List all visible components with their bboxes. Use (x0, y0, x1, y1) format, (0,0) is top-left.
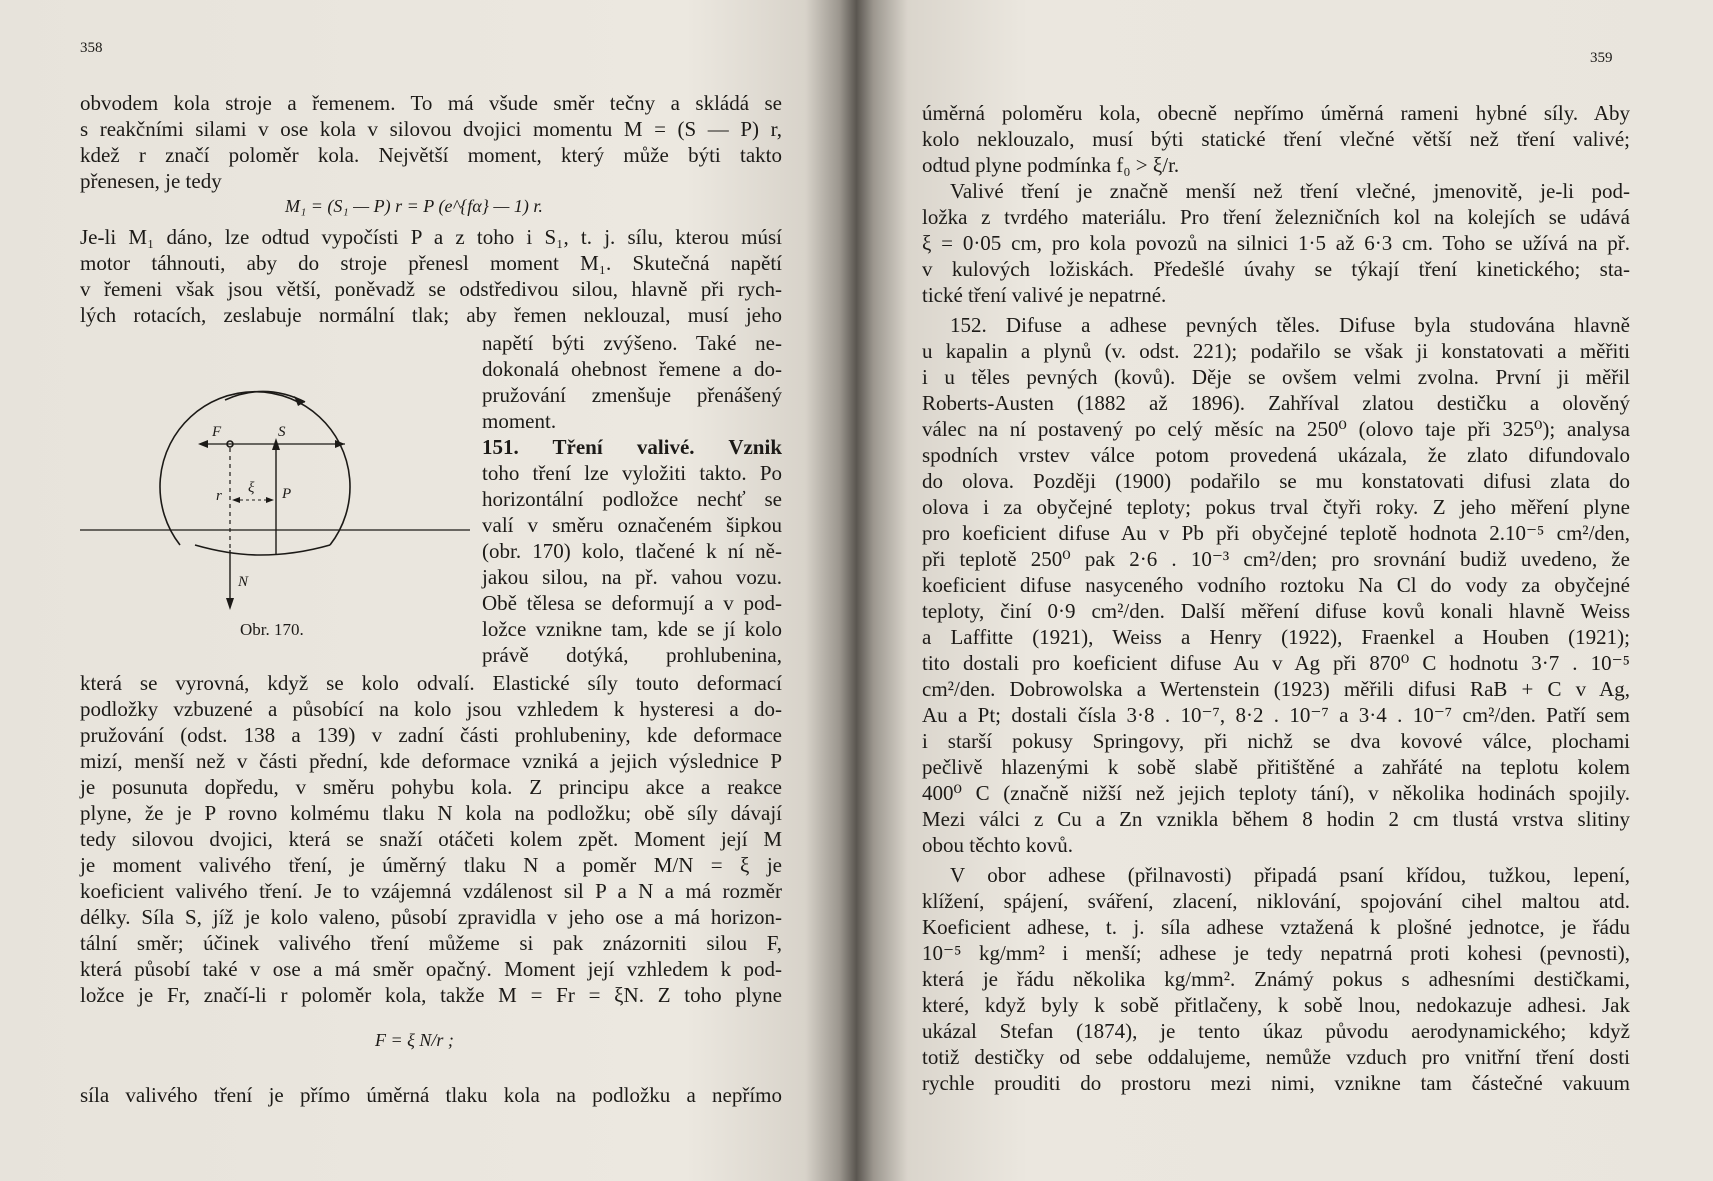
label-F: F (212, 424, 222, 440)
text-line: Roberts-Austen (1882 až 1896). Zahříval zlatou destičku a olověný (922, 391, 1630, 415)
text-line: kdež r značí poloměr kola. Největší moment, který může býti takto (80, 143, 782, 167)
text-line: V obor adhese (přilnavosti) připadá psaní křídou, tužkou, lepení, (950, 863, 1630, 887)
text-line: pro koeficient difuse Au v Pb při obyčejné teplotě hodnota 2.10⁻⁵ cm²/den, (922, 521, 1630, 545)
label-P: P (282, 486, 292, 502)
page-number: 359 (1590, 50, 1613, 66)
text-line: i starší pokusy Springovy, při nichž se dva kovové válce, plochami (922, 729, 1630, 753)
wheel-circle (160, 392, 350, 545)
text-line: podložky vzbuzené a působící na kolo jsou vzhledem k hysteresi a do- (80, 697, 782, 721)
text-line: Mezi válci z Cu a Zn vznikla během 8 hodin 2 cm tlustá vrstva slitiny (922, 807, 1630, 831)
text-line: horizontální podložce nechť se (482, 487, 782, 511)
label-r: r (216, 488, 222, 504)
text-line: 10⁻⁵ kg/mm² i menší; adhese je tedy nepatrná proti kohesi (pevnosti), (922, 941, 1630, 965)
text-line: Koeficient adhese, t. j. síla adhese vztažená k plošné jednotce, je řádu (922, 915, 1630, 939)
text-line: mizí, menší než v části přední, kde deformace vzniká a jejich výslednice P (80, 749, 782, 773)
text-line: Au a Pt; dostali čísla 3·8 . 10⁻⁷, 8·2 . 10⁻⁷ a 3·4 . 10⁻⁷ cm²/den. Patří sem (922, 703, 1630, 727)
text-line: odtud plyne podmínka f₀ > ξ/r. (922, 153, 1180, 177)
text-line: dokonalá ohebnost řemene a do- (482, 357, 782, 381)
text-line: která působí také v ose a má směr opačný. Moment její vzhledem k pod- (80, 957, 782, 981)
section-heading: 151. Tření valivé. Vznik (482, 435, 782, 459)
text-line: jakou silou, na př. vahou vozu. (482, 565, 782, 589)
text-line: moment. (482, 409, 557, 433)
left-page (0, 0, 840, 1181)
text-line: u kapalin a plynů (v. odst. 221); podařilo se však ji konstatovati a měřiti (922, 339, 1630, 363)
label-S: S (278, 424, 286, 440)
text-line: motor táhnouti, aby do stroje přenesl moment M₁. Skutečná napětí (80, 251, 782, 275)
text-line: Obě tělesa se deformují a v pod- (482, 591, 782, 615)
text-line: obvodem kola stroje a řemenem. To má všude směr tečny a skládá se (80, 91, 782, 115)
text-line: a Laffitte (1921), Weiss a Henry (1922), Fraenkel a Houben (1921); (922, 625, 1630, 649)
text-line: právě dotýká, prohlubenina, (482, 643, 782, 667)
figure-caption: Obr. 170. (240, 620, 304, 639)
text-line: tální směr; účinek valivého tření můžeme si pak znázorniti silou F, (80, 931, 782, 955)
text-line: která se vyrovná, když se kolo odvalí. Elastické síly touto deformací (80, 671, 782, 695)
text-line: tito dostali pro koeficient difuse Au v Ag při 870⁰ C hodnotu 3·7 . 10⁻⁵ (922, 651, 1630, 675)
text-line: které, když byly k sobě přitlačeny, k sobě lnou, nedokazuje adhesi. Jak (922, 993, 1630, 1017)
right-page (860, 0, 1713, 1181)
text-line: přenesen, je tedy (80, 169, 222, 193)
text-line: Valivé tření je značně menší než tření vlečné, jmenovitě, je-li pod- (950, 179, 1630, 203)
page-number: 358 (80, 40, 103, 56)
text-line: ložka z tvrdého materiálu. Pro tření železničních kol na kolejích se udává (922, 205, 1630, 229)
text-line: totiž destičky od sebe oddalujeme, nemůže vzduch pro vnitřní tření dosti (922, 1045, 1630, 1069)
text-line: ložce vznikne tam, kde se jí kolo (482, 617, 782, 641)
wheel-diagram (80, 340, 470, 640)
text-line: pečlivě hlazenými k sobě slabě přitištěné a zahřáté na teplotu kolem (922, 755, 1630, 779)
section-heading: 152. Difuse a adhese pevných těles. Difuse byla studována hlavně (950, 313, 1630, 337)
text-line: ξ = 0·05 cm, pro kola povozů na silnici 1·5 až 6·3 cm. Toho se užívá na př. (922, 231, 1630, 255)
text-line: do olova. Později (1900) podařilo se mu konstatovati difusi zlata do (922, 469, 1630, 493)
text-line: 400⁰ C (značně nižší než jejich teploty tání), v několika hodinách spojily. (922, 781, 1630, 805)
text-line: ložce je Fr, značí-li r poloměr kola, takže M = Fr = ξN. Z toho plyne (80, 983, 782, 1007)
text-line: je moment valivého tření, je úměrný tlaku N a poměr M/N = ξ je (80, 853, 782, 877)
text-line: koeficient difuse nasyceného vodního roztoku Na Cl do vody za obyčejné (922, 573, 1630, 597)
text-line: je posunuta dopředu, v směru pohybu kola. Z principu akce a reakce (80, 775, 782, 799)
text-line: koeficient valivého tření. Je to vzájemná vzdálenost sil P a N a má rozměr (80, 879, 782, 903)
text-line: valí v směru označeném šipkou (482, 513, 782, 537)
text-line: délky. Síla S, jíž je kolo valeno, působí zpravidla v jeho ose a má horizon- (80, 905, 782, 929)
text-line: s reakčními silami v ose kola v silovou dvojici momentu M = (S — P) r, (80, 117, 782, 141)
text-line: Je-li M₁ dáno, lze odtud vypočísti P a z toho i S₁, t. j. sílu, kterou músí (80, 225, 782, 249)
text-line: olova i za obyčejné teploty; pokus trval čtyři roky. Z jeho měření plyne (922, 495, 1630, 519)
text-line: klížení, spájení, sváření, zlacení, niklování, spojování cihel maltou atd. (922, 889, 1630, 913)
deformation-curve (195, 545, 330, 555)
text-line: obou těchto kovů. (922, 833, 1074, 857)
text-line: kolo neklouzalo, musí býti statické tření vlečné větší než tření valivé; (922, 127, 1630, 151)
text-line: v kulových ložiskách. Předešlé úvahy se týkají tření kinetického; sta- (922, 257, 1630, 281)
text-line: pružování (odst. 138 a 139) v zadní části prohlubeniny, kde deformace (80, 723, 782, 747)
text-line: i u těles pevných (kovů). Děje se ovšem velmi zvolna. První ji měřil (922, 365, 1630, 389)
text-line: tické tření valivé je nepatrné. (922, 283, 1167, 307)
formula: M₁ = (S₁ — P) r = P (e^{fα} — 1) r. (285, 196, 543, 216)
text-line: teploty, činí 0·9 cm²/den. Další měření difuse kovů konali hlavně Weiss (922, 599, 1630, 623)
text-line: úměrná poloměru kola, obecně nepřímo úměrná rameni hybné síly. Aby (922, 101, 1630, 125)
text-line: při teplotě 250⁰ pak 2·6 . 10⁻³ cm²/den; pro srovnání budiž uvedeno, že (922, 547, 1630, 571)
text-line: napětí býti zvýšeno. Také ne- (482, 331, 782, 355)
formula: F = ξ N/r ; (375, 1030, 454, 1050)
label-N: N (238, 574, 249, 590)
label-xi: ξ (248, 480, 255, 496)
text-line: rychle prouditi do prostoru mezi nimi, vznikne tam částečné vakuum (922, 1071, 1630, 1095)
text-line: v řemeni však jsou větší, poněvadž se odstředivou silou, hlavně při rych- (80, 277, 782, 301)
text-line: toho tření lze vyložiti takto. Po (482, 461, 782, 485)
text-line: ukázal Stefan (1874), je tento úkaz původu aerodynamického; když (922, 1019, 1630, 1043)
text-line: která je řádu několika kg/mm². Známý pokus s adhesními destičkami, (922, 967, 1630, 991)
text-line: plyne, že je P rovno kolmému tlaku N kola na podložku; obě síly dávají (80, 801, 782, 825)
text-line: (obr. 170) kolo, tlačené k ní ně- (482, 539, 782, 563)
text-line: tedy silovou dvojici, která se snaží otáčeti kolem zpět. Moment její M (80, 827, 782, 851)
text-line: lých rotacích, zeslabuje normální tlak; aby řemen neklouzal, musí jeho (80, 303, 782, 327)
text-line: pružování zmenšuje přenášený (482, 383, 782, 407)
text-line: síla valivého tření je přímo úměrná tlaku kola na podložku a nepřímo (80, 1083, 782, 1107)
text-line: válec na ní postavený po celý měsíc na 250⁰ (olovo taje při 325⁰); analysa (922, 417, 1630, 441)
text-line: cm²/den. Dobrowolska a Wertenstein (1923) měřili difusi RaB + C v Ag, (922, 677, 1630, 701)
text-line: spodních vrstev válce potom provedená ukázala, že zlato difundovalo (922, 443, 1630, 467)
